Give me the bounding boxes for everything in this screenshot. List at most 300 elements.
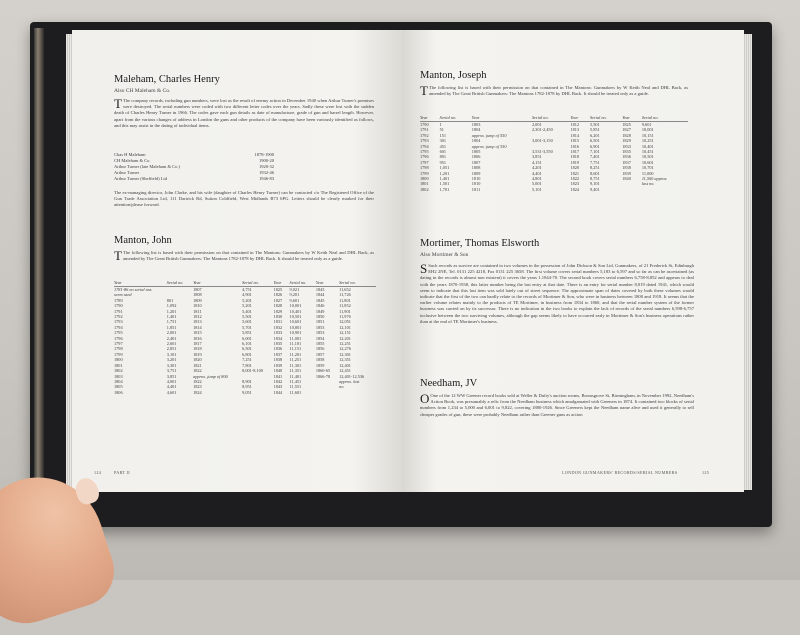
column-header: Year [472,115,532,122]
table-cell: 1838 [622,165,631,171]
table-cell: 5,851 [242,330,252,336]
table-cell: 3,201 [166,357,177,363]
table-cell: 1791 [420,127,429,133]
table-cell: 1826 [273,292,283,298]
table-cell: 11,201 [289,351,302,357]
table-cell: 10,401 [289,308,302,314]
table-cell: 1808 [471,165,481,171]
table-cell: 7,401 [590,154,600,160]
table-cell: 1856 [315,346,325,352]
table-cell: 1821 [193,362,202,368]
table-cell: 1859 [315,362,325,368]
table-cell: 1,401 [166,314,177,320]
table-cell: 10,901 [289,330,302,336]
table-cell: 1846 [315,303,325,309]
table-cell: 1,401 [439,176,450,182]
table-cell: 1,201 [166,308,177,314]
table-cell: 1810 [193,303,202,309]
section-alias-mortimer: Also Mortimer & Son [420,252,469,258]
table-cell: 1844 [315,292,325,298]
table-cell: 9,601 [641,122,652,127]
table-cell: 1837 [273,351,283,357]
table-cell: 1806 [471,154,481,160]
table-cell: 10,451 [641,149,654,155]
table-cell: approx. jump of 350 [471,143,507,149]
table-cell: 5,201 [242,297,252,303]
table-cell: 1809 [193,297,202,303]
table-cell: 11,301 [289,362,302,368]
table-cell: 1820 [570,165,580,171]
table-cell: 1830 [273,314,283,320]
table-cell: 1793 [114,319,123,325]
table-cell: 11,351 [289,368,302,374]
section-title-manton-john: Manton, John [114,235,172,246]
table-cell: 8,251 [590,165,600,171]
table-cell: 1843 [273,384,283,390]
table-cell: 1795 [420,149,429,155]
column-header: Year [274,280,290,287]
table-cell: approx. last [339,378,360,384]
table-cell: 1,501 [439,181,450,187]
table-row [420,187,688,192]
table-cell: 1,092 [166,303,177,309]
column-header: Serial no. [532,115,571,122]
column-header: Year [420,115,440,122]
table-cell: 5,401 [242,308,252,314]
table-cell: 1816 [193,335,202,341]
column-header: Serial no. [242,280,273,287]
table-cell: 1825 [622,122,631,127]
table-cell: 451 [439,143,447,149]
table-cell: 8,951 [242,384,252,390]
table-cell: 1798 [114,346,123,352]
table-cell: 1803 [114,373,123,379]
table-cell: 4,151 [531,159,542,165]
table-cell: 11,401 [289,373,302,379]
table-cell: 1,701 [439,186,450,192]
table-cell: 1800 [420,176,429,182]
company-dates: 1878-1900 [254,152,274,157]
table-cell: 1791 [114,308,123,314]
company-name: CH Maleham & Co. [114,158,151,163]
table-cell: 11,726 [339,292,351,298]
table-cell: 1833 [622,143,631,149]
table-cell: 1822 [193,378,202,384]
table-cell: 6,801 [242,351,252,357]
table-cell: 3,851 [531,154,542,160]
table-cell: 7,801 [242,362,252,368]
table-cell: 1841 [273,373,283,379]
column-header: Serial no. [290,280,316,287]
paragraph-maleham: T The company records, including gun numbers, were lost as the result of enemy action in December 1940 when Arthur Turner's premises were destroyed. The serial numbers were coded with two different letter codes over the years. Sadly these were lost with the sudden death of Charles Henry Turner in 1966. The codes gave each gun details as date of manufacture, grade of gun and barrel length. However, apart from the various changes of address in London the guns and other products of the company have been variously identified as follows, and this may assist in the dating of individual items. [114,96,374,128]
table-cell: 11,500 approx. [641,176,668,182]
table-cell: 1832 [273,324,283,330]
table-cell: 1837 [622,159,631,165]
table-cell: 1822 [570,176,580,182]
table-cell: 1825 [273,287,283,292]
table-cell: 1831 [273,319,283,325]
table-cell: 1840 [273,368,283,374]
table-cell: 11,652 [339,287,351,292]
table-cell: 6,201 [590,132,600,138]
section-title-maleham: Maleham, Charles Henry [114,74,220,85]
table-cell: 8,901 [242,378,252,384]
table-cell: 1810 [471,176,481,182]
table-cell: 11,901 [339,308,351,314]
table-cell: 1807 [471,159,481,165]
table-cell: 3,751 [166,368,177,374]
table-cell: 1824 [570,186,580,192]
table-cell: 1834 [273,335,283,341]
table-cell: 10,251 [641,138,654,144]
table-cell: 11,101 [289,341,302,347]
table-cell: 9,401 [590,186,600,192]
table-cell: 1802 [420,186,429,192]
table-cell: 12,401 [339,362,351,368]
table-cell: 1855 [315,341,325,347]
table-cell: 1839 [622,170,631,176]
section-title-manton-joseph: Manton, Joseph [420,70,487,81]
table-cell: 1809 [471,170,481,176]
table-cell: 1845 [315,297,325,303]
section-alias-maleham: Also CH Maleham & Co. [114,88,171,94]
table-cell: 2,601 [166,341,177,347]
table-cell: 1797 [420,159,429,165]
table-cell: 1821 [570,170,580,176]
table-cell: 12,201 [339,335,351,341]
table-cell: 5,851 [590,127,600,133]
table-cell: 11,852 [339,303,351,309]
table-cell: 1816 [570,143,580,149]
table-cell: 1789 [114,297,123,303]
table-cell: 12,101 [339,324,351,330]
company-name: Chas H Maleham [114,152,146,157]
company-dates: 1932-46 [259,170,274,175]
section-title-mortimer: Mortimer, Thomas Elsworth [420,238,540,249]
table-cell: 10,701 [641,165,654,171]
table-cell: 1836 [622,154,631,160]
table-cell: 1857 [315,351,325,357]
table-cell: 12,301 [339,351,351,357]
table-cell: 1803 [471,122,481,127]
table-cell: 9,601 [289,297,300,303]
table-cell: 1804 [114,378,123,384]
table-cell: 1823 [570,181,580,187]
table-cell: 1840 [622,176,631,182]
table-cell: 1817 [193,341,202,347]
table-cell: 10,801 [289,324,302,330]
table-cell: 1790 [420,122,429,127]
table-cell: 12,276 [339,346,351,352]
table-cell: 4,401 [166,384,177,390]
table-cell: 3,531-3,550 [531,149,553,155]
table-cell: 1858 [315,357,325,363]
table-cell: 1853 [315,324,325,330]
company-name: Arthur Turner (late Maleham & Co.) [114,164,180,169]
page-number-right: 125 [702,470,710,475]
table-cell: 12,351 [339,357,351,363]
table-cell: 4,401 [531,170,542,176]
table-cell: 1804 [471,127,481,133]
table-cell: 1843 [315,287,325,292]
column-header: Serial no. [642,115,688,122]
table-cell: 2,001 [166,330,177,336]
table-cell: 1827 [622,127,631,133]
table-cell: 3,001-3,150 [531,138,553,144]
table-cell: 1842 [273,378,283,384]
running-head-left: PART II [114,470,130,475]
table-cell: 1812 [570,122,580,127]
table-cell: 1813 [570,127,580,133]
table-cell: 7,751 [590,159,600,165]
table-cell: 1819 [570,159,580,165]
table-cell: 1818 [193,346,202,352]
page-stack-right [744,34,752,490]
table-cell: 9,021 [289,287,300,292]
table-cell: 1829 [273,308,283,314]
table-cell: 1796 [114,335,123,341]
column-header: Serial no. [339,280,376,287]
table-cell: 1814 [193,324,202,330]
table-cell: 301 [439,138,447,144]
table-cell: seem used [114,292,132,298]
table-cell: 1805 [471,149,481,155]
table-cell: 1795 [114,330,123,336]
table-cell: 10,601 [289,319,302,325]
table-cell: 4,601 [166,389,177,395]
table-cell: 1806 [114,389,123,395]
table-cell: 6,001 [242,335,252,341]
table-cell: 801 [166,297,174,303]
table-cell: 1817 [570,149,580,155]
table-cell: 1811 [471,186,481,192]
table-cell: 1815 [570,138,580,144]
table-cell: 1 [439,122,442,127]
table-cell: approx. jump of 800 [193,373,228,379]
table-cell: 4,901 [242,292,252,298]
table-cell: 11,801 [339,297,351,303]
column-header: Year [316,280,339,287]
table-cell: 1866-78 [315,373,331,379]
table-cell: 1819 [193,351,202,357]
table-cell: 1,851 [166,324,177,330]
table-cell: 1797 [114,341,123,347]
table-cell: 1794 [114,324,123,330]
company-dates: 1920-32 [259,164,274,169]
table-cell: 2,301-2,450 [531,127,553,133]
table-cell: 151 [439,132,447,138]
page-number-left: 124 [94,470,102,475]
table-cell: 5,001 [531,181,542,187]
column-header: Year [570,115,590,122]
table-cell: 1829 [622,138,631,144]
table-cell: 1,751 [166,319,177,325]
table-cell: 1833 [273,330,283,336]
column-header: Year [193,280,242,287]
table-cell: 1792 [114,314,123,320]
table-cell: 10,501 [641,154,654,160]
table-cell: 8,001-8,100 [242,368,263,374]
table-cell: 2,851 [166,346,177,352]
table-cell: 11,551 [289,384,302,390]
table-cell: 10,401 [641,143,654,149]
table-cell: 11,451 [289,378,302,384]
table-cell: 1827 [273,297,283,303]
table-cell: 951 [439,159,447,165]
table-cell: 5,101 [531,186,542,192]
table-cell: last no. [641,181,655,187]
table-cell: 1839 [273,362,283,368]
table-cell: 4,001 [166,378,177,384]
right-page [402,30,744,492]
table-cell: 1854 [315,335,325,341]
table-cell: 1838 [273,357,283,363]
company-dates: 1900-20 [259,158,274,163]
table-cell: 1799 [420,170,429,176]
table-cell: 1794 [420,143,429,149]
table-cell: 1798 [420,165,429,171]
table-cell: 3,101 [166,351,177,357]
table-cell: 1792 [420,132,429,138]
table-cell: 6,901 [590,143,600,149]
table-cell: 11,601 [289,389,302,395]
table-cell: 1,051 [439,165,450,171]
table-cell: 1804 [471,138,481,144]
table-cell: 1800 [114,357,123,363]
table-cell: 4,801 [531,176,542,182]
table-cell: 8,601 [590,170,600,176]
table-cell: 2,001 [531,122,542,127]
paragraph-manton-john: T The following list is based with their permission on that contained in The Mantons: Gunmakers by W Keith Neal and DHL Back, as amended by The Great British Gunmakers: The Mantons 1782-1878 by DHL Back. It should be treated only as a guide. [114,248,374,263]
table-cell: 1811 [193,308,202,314]
table-cell: 11,976 [339,314,351,320]
table-cell: 3,301 [166,362,177,368]
table-cell: 12,451 [339,368,351,374]
table-cell: 1796 [420,154,429,160]
left-page [72,30,402,492]
company-dates: 1946-83 [259,176,274,181]
table-cell: 1828 [622,132,631,138]
table-cell [316,390,339,395]
table-cell: 5,201 [242,303,252,309]
table-cell: 8,751 [590,176,600,182]
table-cell: 11,251 [289,357,302,363]
name-dates-list [114,152,274,182]
table-row [114,390,376,395]
table-cell: 1853 [315,330,325,336]
table-cell: 7,101 [590,149,600,155]
table-cell: 12,401-12,536 [339,373,365,379]
table-cell [622,187,642,192]
table-cell: 9,201 [289,292,300,298]
section-title-needham: Needham, JV [420,378,478,389]
table-cell: 2,401 [166,335,177,341]
table-cell: 1781-86 no serial nos [114,287,152,292]
table-cell: 1814 [570,132,580,138]
paragraph-needham: O One of the 12 WW Greener record books sold at Weller & Dufty's auction rooms, Bromsgrove St, Birmingham, in November 1992, Needham's Action Book, was presumably a relic from the Needham business which amalgamated with Greeners in 1874. It contained two blocks of serial numbers from 1,234 to 5,000 and 6,001 to 9,822, covering 1880-1926. Since Greeners kept the Needham name alive and used it generally to sell cheaper grades of gun, these were probably Needham rather than Greener guns as action [420,391,694,417]
table-cell: 6,501 [242,346,252,352]
company-name: Arthur Turner [114,170,140,175]
paragraph-mortimer: S Such records as survive are contained in two volumes in the possession of John Dickson & Son Ltd, Gunmakers, of 21 Frederick St, Edinburgh EH2 2NE, Tel. 0131 225 4218, Fax 0131 225 3658. The first volume covers serial numbers 5,183 to 6,597 and so far as can be ascertained (as dating in the records is almost non existent) it covers the years 1.1844-70. The second book covers serial numbers 6,758-8,852 and appears to deal with the years 1870-1938, this latter number being the last entry at that date. There is an entry for serial number 8,019 dated 1941, which would seem to indicate that this last item was sold lately out of street sequence. The approximate span of dates covered by both these volumes would indicate that the first of the two can hardly relate to the records of Mortimer & Son, who were in business between 1800 and 1918. It seems that the earlier volume relates mainly to the products of TE Mortimer, in business from 1834 to 1860, and that the serial number system of the former business was carried on by its successor. There is no indication in the two books to explain the lack of records of the serial numbers 6,598-6,757 inclusive between the two surviving volumes, although the gap seems likely to have occurred early in Mortimer & Son's business operations rather than at the end of TE Mortimer's business. [420,261,694,324]
table-cell: 51 [439,127,444,133]
table-cell: 1808 [193,292,202,298]
table-cell: 4,201 [531,165,542,171]
table-cell: 1805 [114,384,123,390]
table-cell: 1823 [193,384,202,390]
table-cell: 1815 [193,330,202,336]
table-cell: 1824 [193,389,202,395]
column-header: Serial no. [440,115,472,122]
name-dates-item [114,176,274,182]
table-cell: 5,501 [590,122,600,127]
table-cell: 1801 [114,362,123,368]
table-cell: 5,601 [242,319,252,325]
table-cell: 11,001 [289,335,302,341]
table-cell: 11,151 [289,346,302,352]
table-cell: 12,051 [339,319,351,325]
table-cell: 10,501 [289,314,302,320]
table-cell: 1849 [315,308,325,314]
column-header: Serial no. [167,280,193,287]
table-cell: 10,151 [641,132,654,138]
column-header: Year [114,280,167,287]
table-cell: 9,101 [590,181,600,187]
table-cell: 1790 [114,303,123,309]
table-cell: 1813 [193,319,202,325]
table-cell [642,187,688,192]
table-cell: 1820 [193,357,202,363]
table-cell: approx. jump of 550 [471,132,507,138]
table-cell: 12,251 [339,341,351,347]
serial-table-manton-joseph [420,115,688,192]
table-cell: 1850 [315,314,325,320]
table-cell: 1818 [570,154,580,160]
serial-table-manton-john [114,280,376,395]
table-cell: 1802 [114,368,123,374]
table-cell: 1860-65 [315,368,331,374]
table-cell: 1,201 [439,170,450,176]
table-cell: 11,000 [641,170,654,176]
table-cell: 601 [439,149,447,155]
table-cell: 10,601 [641,159,654,165]
column-header: Serial no. [590,115,622,122]
company-name: Arthur Turner (Sheffield) Ltd [114,176,168,181]
table-cell: 9,051 [242,389,252,395]
column-header: Year [622,115,642,122]
table-cell: 1793 [420,138,429,144]
table-cell [339,390,376,395]
table-cell: 10,001 [289,303,302,309]
table-cell: 1810 [471,181,481,187]
table-cell: 1835 [622,149,631,155]
table-cell: 6,101 [242,341,252,347]
table-cell: 1822 [193,368,202,374]
table-cell: 3,851 [166,373,177,379]
table-cell: 4,751 [242,287,252,292]
table-cell: 6,501 [590,138,600,144]
note-maleham: The ex-managing director, John Clarke, and his wife (daughter of Charles Henry Turner) can be contacted c/o The Registered Office of the Gun Trade Association Ltd, 111 Dartrick Rd, Sutton Coldfield, West Midlands B73 6PG. Letters should be clearly marked for their attention/please forward. [114,190,374,208]
paragraph-manton-joseph: T The following list is based with their permission on that contained in The Mantons: Gunmakers by W Keith Neal and DHL Back, as amended by The Great British Gunmakers: The Mantons 1782-1878 by DHL Back. It should be treated only as a guide. [420,83,688,98]
book-spine-edge [34,28,44,508]
table-cell: 1836 [273,346,283,352]
table-cell: 1828 [273,303,283,309]
table-cell: 12,151 [339,330,351,336]
table-cell: 1799 [114,351,123,357]
table-cell: 5,501 [242,314,252,320]
table-cell: 1801 [420,181,429,187]
table-cell: 1844 [273,389,283,395]
table-cell: 1851 [315,319,325,325]
